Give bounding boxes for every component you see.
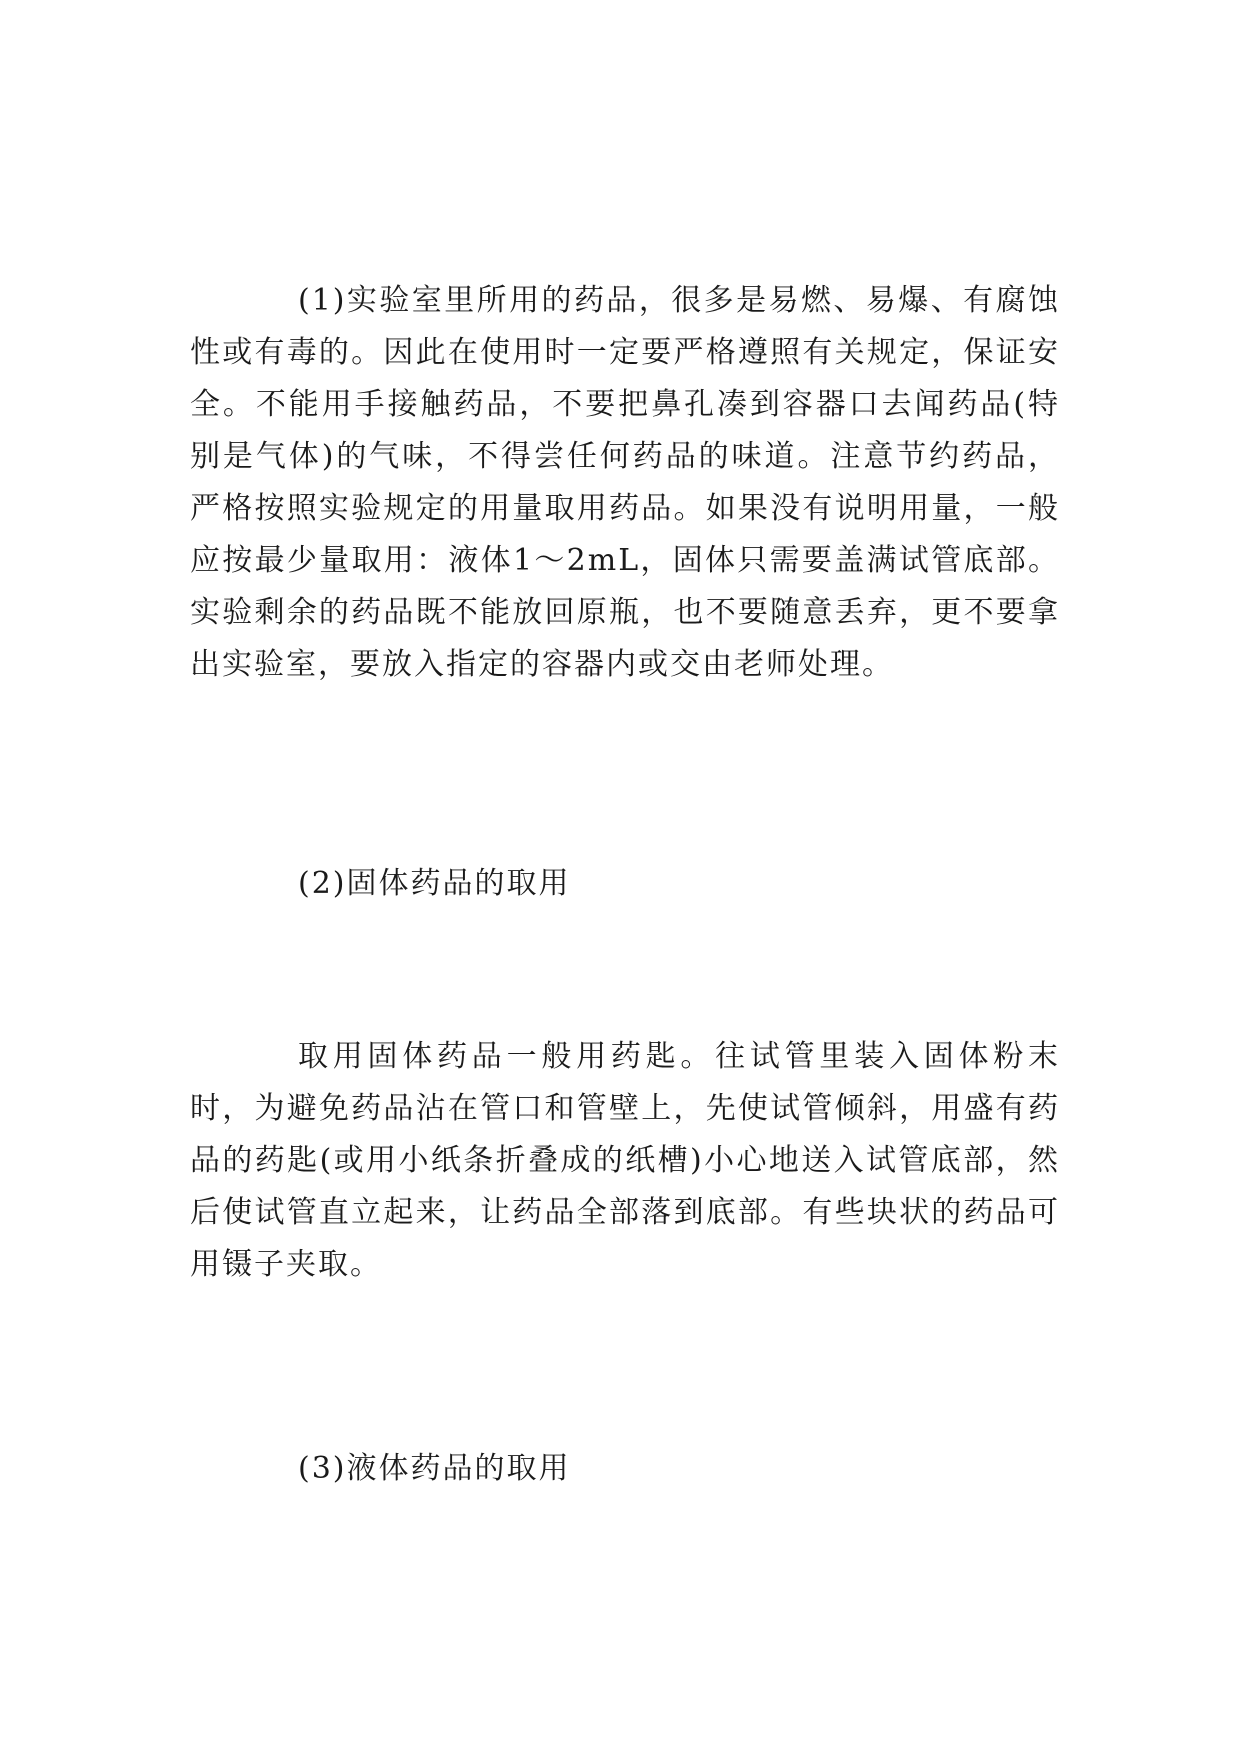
- paragraph-reagent-safety: (1)实验室里所用的药品，很多是易燃、易爆、有腐蚀性或有毒的。因此在使用时一定要严格遵照有关规定，保证安全。不能用手接触药品，不要把鼻孔凑到容器口去闻药品(特别是气体)的气味，不得尝任何药品的味道。注意节约药品，严格按照实验规定的用量取用药品。如果没有说明用量，一般应按最少量取用：液体1～2mL，固体只需要盖满试管底部。实验剩余的药品既不能放回原瓶，也不要随意丢弃，更不要拿出实验室，要放入指定的容器内或交由老师处理。: [190, 283, 1060, 682]
- section-heading-liquid-reagents: (3)液体药品的取用: [298, 1451, 571, 1486]
- paragraph-solid-reagents: 取用固体药品一般用药匙。往试管里装入固体粉末时，为避免药品沾在管口和管壁上，先使试管倾斜，用盛有药品的药匙(或用小纸条折叠成的纸槽)小心地送入试管底部，然后使试管直立起来，让药品全部落到底部。有些块状的药品可用镊子夹取。: [190, 1039, 1060, 1282]
- section-heading-solid-reagents: (2)固体药品的取用: [298, 866, 571, 901]
